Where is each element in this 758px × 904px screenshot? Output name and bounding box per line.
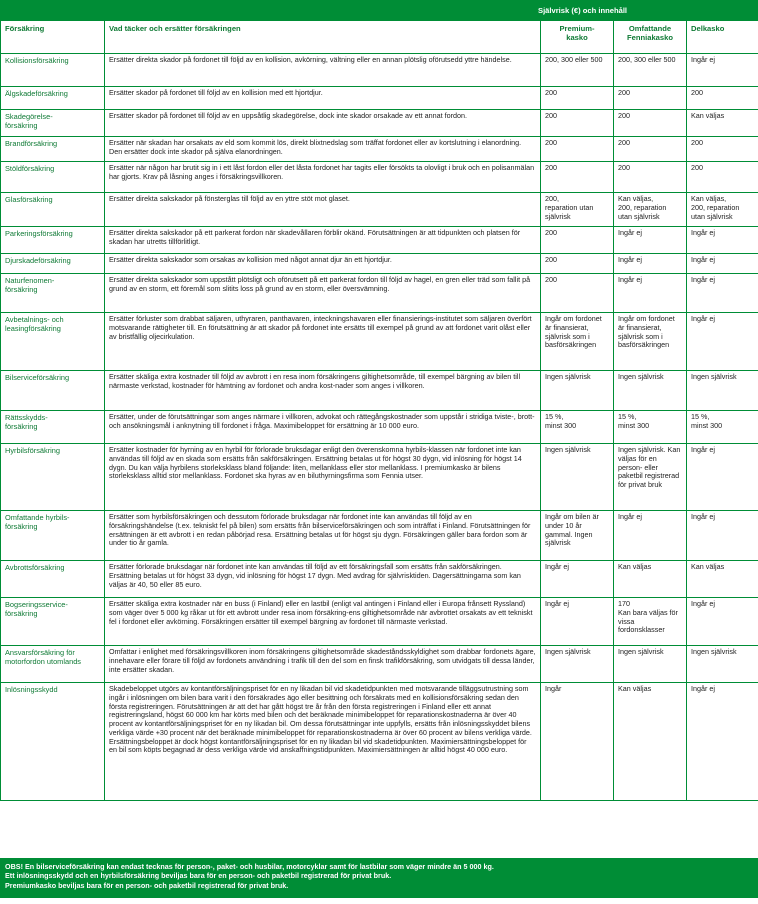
delkasko-value: Ingen självrisk: [687, 371, 758, 411]
coverage-description: Skadebeloppet utgörs av kontantförsäljningspriset för en ny likadan bil vid skadetidpunkten med motsvarande tilläggsutrustning som ingår i inlösningen om bilen bara varit i den försäkrades ägo eller besittning och försäkrats med en kollisionsförsäkring sedan den första registreringen. Förutsättningen är att det har gått högst tre år från den första registreringen i Finland eller ett annat registreringsland, högst 60 000 km har körts med bilen och det beräknade minimibeloppet för reparationskostnaderna är över 40 procent av kontantförsäljningspriset för en ny likadan bil. Om dessa förutsättningar inte uppfylls, ersätts från inlösningsskyddet bilens verkliga värde +30 procent när det beräknade minimibeloppet för reparationskostnaderna är över 60 procent av bilens verkliga värde. Ersättningsbeloppet är dock högst kontantförsäljningspriset för en ny likadan bil vid skadetidpunkten. Maximiersättningsbeloppet för en bil som köpts begagnad är dess verkliga värde vid anskaffningstidpunkten. Maximiersättningen är alltid högst 40 000 euro.: [105, 683, 541, 801]
premium-kasko-value: 200: [541, 254, 614, 274]
insurance-name: Naturfenomen- försäkring: [1, 274, 105, 313]
fennia-kasko-value: 15 %, minst 300: [614, 411, 687, 444]
table-row: [1, 162, 758, 193]
premium-kasko-value: 200: [541, 110, 614, 137]
delkasko-value: Ingår ej: [687, 54, 758, 87]
header-bar: [0, 0, 758, 20]
footer-notes: [0, 858, 758, 898]
delkasko-value: Ingår ej: [687, 683, 758, 801]
col-header-premium: Premium- kasko: [541, 21, 614, 54]
fennia-kasko-value: Kan väljas, 200, reparation utan självrisk: [614, 193, 687, 227]
insurance-name: Bogseringsservice- försäkring: [1, 598, 105, 646]
premium-kasko-value: 200: [541, 274, 614, 313]
fennia-kasko-value: 200: [614, 110, 687, 137]
coverage-description: Ersätter direkta sakskador som uppstått plötsligt och oförutsett på ett parkerat fordon till följd av hagel, en gren eller träd som fallit på grund av en storm, ett föremål som slitits loss på grund av en storm, eller översvämning.: [105, 274, 541, 313]
table-row: [1, 227, 758, 254]
coverage-table: [0, 20, 758, 801]
fennia-kasko-value: Kan väljas: [614, 561, 687, 598]
delkasko-value: Ingår ej: [687, 598, 758, 646]
fennia-kasko-value: Ingen självrisk: [614, 371, 687, 411]
footer-note: Ett inlösningsskydd och en hyrbilsförsäkring beviljas bara för en person- och paketbil registrerad för privat bruk.: [5, 871, 392, 881]
premium-kasko-value: 200, 300 eller 500: [541, 54, 614, 87]
premium-kasko-value: 200: [541, 137, 614, 162]
table-row: [1, 683, 758, 801]
coverage-description: Ersätter, under de förutsättningar som anges närmare i villkoren, advokat och rättegångskostnader som uppstår i stridiga tviste-, brott- och ansökningsmål i anknytning till fordonet i fråga. Maximibeloppet för ersättning är 10 000 euro.: [105, 411, 541, 444]
coverage-description: Ersätter direkta sakskador på fönsterglas till följd av en yttre stöt mot glaset.: [105, 193, 541, 227]
col-header-coverage: Vad täcker och ersätter försäkringen: [105, 21, 541, 54]
delkasko-value: Kan väljas: [687, 110, 758, 137]
insurance-name: Brandförsäkring: [1, 137, 105, 162]
col-header-delkasko: Delkasko: [687, 21, 758, 54]
coverage-description: Ersätter när någon har brutit sig in i ett låst fordon eller det låsta fordonet har tagits eller försökts ta olovligt i bruk och en polisanmälan har gjorts. Krav på låsning anges i försäkringsvillkoren.: [105, 162, 541, 193]
coverage-description: Ersätter direkta sakskador som orsakas av kollision med något annat djur än ett hjortdjur.: [105, 254, 541, 274]
insurance-name: Parkeringsförsäkring: [1, 227, 105, 254]
premium-kasko-value: 200: [541, 162, 614, 193]
insurance-name: Rättsskydds- försäkring: [1, 411, 105, 444]
coverage-description: Ersätter direkta sakskador på ett parkerat fordon när skadevållaren förblir okänd. Förutsättningen är att tidpunkten och platsen för skadan har utretts tillförlitligt.: [105, 227, 541, 254]
coverage-description: Ersätter när skadan har orsakats av eld som kommit lös, direkt blixtnedslag som träffat fordonet eller av kortslutning i elanordning. Den ersätter dock inte skador på själva elanordningen.: [105, 137, 541, 162]
coverage-description: Ersätter skador på fordonet till följd av en kollision med ett hjortdjur.: [105, 87, 541, 110]
table-row: [1, 193, 758, 227]
coverage-description: Ersätter skador på fordonet till följd av en uppsåtlig skadegörelse, dock inte skador orsakade av ett annat fordon.: [105, 110, 541, 137]
delkasko-value: 15 %, minst 300: [687, 411, 758, 444]
fennia-kasko-value: Ingår ej: [614, 274, 687, 313]
fennia-kasko-value: Ingen självrisk. Kan väljas för en person- eller paketbil registrerad för privat bruk: [614, 444, 687, 511]
delkasko-value: Kan väljas, 200, reparation utan självrisk: [687, 193, 758, 227]
insurance-name: Kollisionsförsäkring: [1, 54, 105, 87]
insurance-name: Hyrbilsförsäkring: [1, 444, 105, 511]
coverage-description: Ersätter kostnader för hyrning av en hyrbil för förlorade bruksdagar enligt den överenskomna hyrbils-klassen när fordonet inte kan användas till följd av en skada som ersätts från sakförsäkringen. Ersättning betalas ut för högst 30 dygn, vid inlösning för högst 14 dygn. Du kan välja hyrbilens storleksklass bland följande: liten, mellanklass eller stor mellanklass. I premiumkasko är bilens storleksklass alltid stor mellanklass. Fordonet ska hyras av en biluthyrningsfirma som Fennia utser.: [105, 444, 541, 511]
fennia-kasko-value: 200: [614, 87, 687, 110]
table-row: [1, 254, 758, 274]
coverage-description: Ersätter förluster som drabbat säljaren, uthyraren, panthavaren, inteckningshavaren eller finansierings-institutet som säljaren överfört motsvarande rättigheter till. En förutsättning är att skador på fordonet inte ersätts till exempel på grund av att fordonet varit olåst eller av bristfällig oljecirkulation.: [105, 313, 541, 371]
fennia-kasko-value: Ingår om fordonet är finansierat, självrisk som i basförsäkringen: [614, 313, 687, 371]
delkasko-value: 200: [687, 162, 758, 193]
table-row: [1, 511, 758, 561]
col-header-fennia: Omfattande Fenniakasko: [614, 21, 687, 54]
table-row: [1, 274, 758, 313]
delkasko-value: Ingår ej: [687, 511, 758, 561]
fennia-kasko-value: 200, 300 eller 500: [614, 54, 687, 87]
premium-kasko-value: 200, reparation utan självrisk: [541, 193, 614, 227]
delkasko-value: Ingår ej: [687, 444, 758, 511]
premium-kasko-value: Ingår: [541, 683, 614, 801]
premium-kasko-value: Ingår om fordonet är finansierat, självrisk som i basförsäkringen: [541, 313, 614, 371]
table-row: [1, 598, 758, 646]
insurance-name: Stöldförsäkring: [1, 162, 105, 193]
fennia-kasko-value: Ingår ej: [614, 227, 687, 254]
delkasko-value: Ingår ej: [687, 254, 758, 274]
coverage-description: Ersätter direkta skador på fordonet till följd av en kollision, avkörning, vältning eller en annan plötslig oförutsedd yttre händelse.: [105, 54, 541, 87]
footer-note: OBS! En bilserviceförsäkring kan endast tecknas för person-, paket- och husbilar, motorcyklar samt för lastbilar som väger mindre än 5 000 kg.: [5, 862, 494, 871]
insurance-name: Avbetalnings- och leasingförsäkring: [1, 313, 105, 371]
premium-kasko-value: Ingår ej: [541, 561, 614, 598]
table-row: [1, 313, 758, 371]
delkasko-value: Ingår ej: [687, 313, 758, 371]
table-row: [1, 646, 758, 683]
coverage-description: Ersätter skäliga extra kostnader till följd av avbrott i en resa inom försäkringens giltighetsområde, till exempel bärgning av bilen till närmaste verkstad, kostnader för hämtning av fordonet och andra kost-nader som anges i villkoren.: [105, 371, 541, 411]
fennia-kasko-value: Ingår ej: [614, 254, 687, 274]
insurance-name: Skadegörelse- försäkring: [1, 110, 105, 137]
fennia-kasko-value: Ingen självrisk: [614, 646, 687, 683]
deductible-group-title: Självrisk (€) och innehåll: [538, 6, 628, 15]
delkasko-value: Ingår ej: [687, 227, 758, 254]
fennia-kasko-value: 200: [614, 137, 687, 162]
insurance-name: Bilserviceförsäkring: [1, 371, 105, 411]
coverage-description: Ersätter förlorade bruksdagar när fordonet inte kan användas till följd av ett försäkringsfall som ersätts från sakförsäkringen. Ersättning betalas ut för högst 33 dygn, vid inlösning för högst 17 dygn. Med avdrag för självrisktiden. Dagersättningarna som kan väljas är 40, 50 eller 85 euro.: [105, 561, 541, 598]
fennia-kasko-value: 170 Kan bara väljas för vissa fordonsklasser: [614, 598, 687, 646]
table-row: [1, 87, 758, 110]
table-row: [1, 54, 758, 87]
fennia-kasko-value: Ingår ej: [614, 511, 687, 561]
insurance-name: Ansvarsförsäkring för motorfordon utomlands: [1, 646, 105, 683]
premium-kasko-value: Ingen självrisk: [541, 444, 614, 511]
insurance-name: Omfattande hyrbils- försäkring: [1, 511, 105, 561]
insurance-name: Avbrottsförsäkring: [1, 561, 105, 598]
delkasko-value: 200: [687, 87, 758, 110]
insurance-name: Glasförsäkring: [1, 193, 105, 227]
delkasko-value: 200: [687, 137, 758, 162]
coverage-description: Omfattar i enlighet med försäkringsvillkoren inom försäkringens giltighetsområde skadeståndsskyldighet som drabbar fordonets ägare, innehavare eller förare till följd av fordonets användning i trafik till den del som en finsk trafikförsäkring, som utvidgats till dessa länder, inte ersätter skadan.: [105, 646, 541, 683]
insurance-name: Inlösningsskydd: [1, 683, 105, 801]
delkasko-value: Ingår ej: [687, 274, 758, 313]
premium-kasko-value: Ingår om bilen är under 10 år gammal. Ingen självrisk: [541, 511, 614, 561]
premium-kasko-value: 15 %, minst 300: [541, 411, 614, 444]
table-row: [1, 444, 758, 511]
footer-note: Premiumkasko beviljas bara för en person- och paketbil registrerad för privat bruk.: [5, 880, 289, 890]
table-row: [1, 110, 758, 137]
delkasko-value: Ingen självrisk: [687, 646, 758, 683]
delkasko-value: Kan väljas: [687, 561, 758, 598]
premium-kasko-value: 200: [541, 87, 614, 110]
col-header-insurance: Försäkring: [1, 21, 105, 54]
premium-kasko-value: Ingår ej: [541, 598, 614, 646]
premium-kasko-value: Ingen självrisk: [541, 371, 614, 411]
coverage-description: Ersätter som hyrbilsförsäkringen och dessutom förlorade bruksdagar när fordonet inte kan användas till följd av en försäkringshändelse (t.ex. tekniskt fel på bilen) som ersätts från bilserviceförsäkringen och som inträffat i Finland. Förutsättningen för ersättningen är ett avbrott i en redan påbörjad resa. Ersättning betalas ut för högst sju dygn. Försäkringen gäller bara fordon som är under tio år gamla.: [105, 511, 541, 561]
table-row: [1, 137, 758, 162]
fennia-kasko-value: 200: [614, 162, 687, 193]
table-row: [1, 561, 758, 598]
table-row: [1, 411, 758, 444]
insurance-name: Djurskadeförsäkring: [1, 254, 105, 274]
fennia-kasko-value: Kan väljas: [614, 683, 687, 801]
coverage-description: Ersätter skäliga extra kostnader när en buss (i Finland) eller en lastbil (enligt val antingen i Finland eller i Europa frånsett Ryssland) som väger över 5 000 kg råkar ut för ett avbrott under resa inom försäkring-ens giltighetsområde när avbrottet orsakats av ett tekniskt fel i fordonet eller avkörning. Försäkringen ersätter till exempel bärgning av fordonet till närmaste verkstad.: [105, 598, 541, 646]
table-header-row: [1, 21, 758, 54]
premium-kasko-value: Ingen självrisk: [541, 646, 614, 683]
insurance-name: Älgskadeförsäkring: [1, 87, 105, 110]
table-row: [1, 371, 758, 411]
premium-kasko-value: 200: [541, 227, 614, 254]
